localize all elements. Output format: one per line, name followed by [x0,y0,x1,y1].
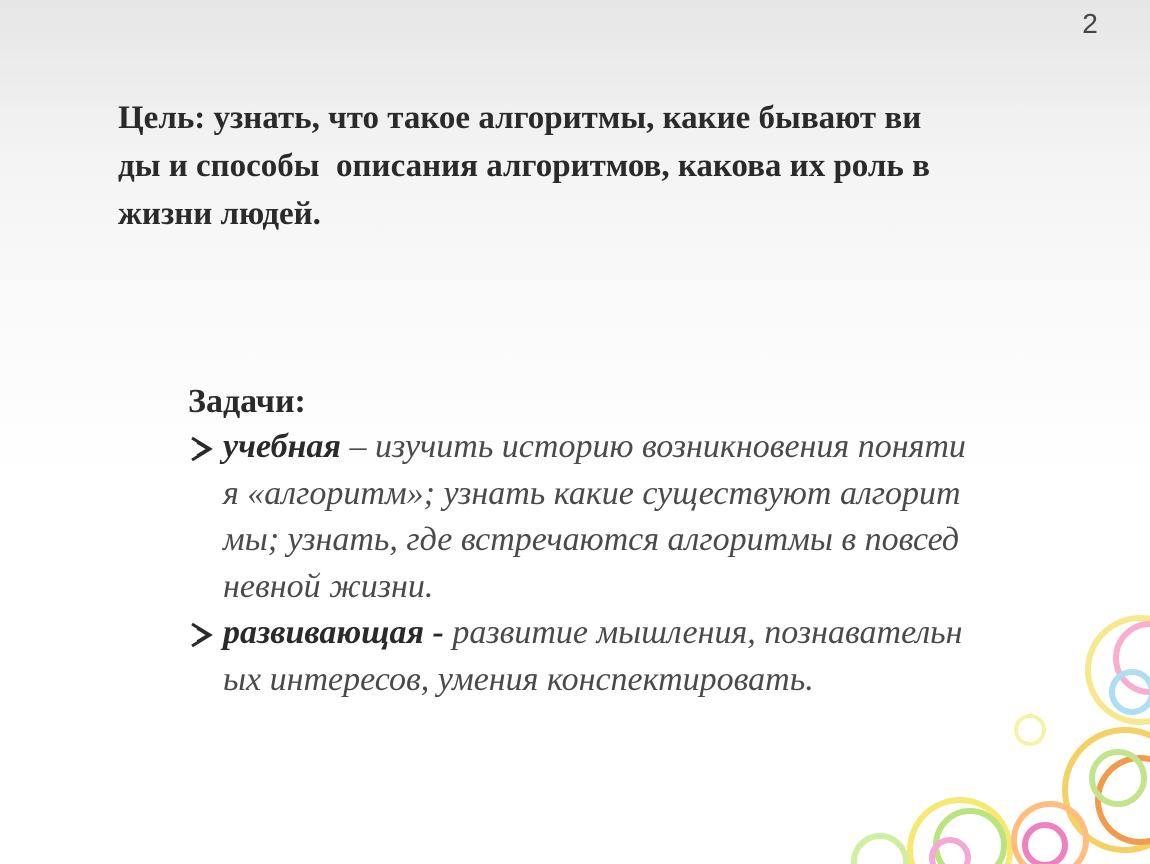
arrow-bullet-icon [188,435,216,463]
task-name: развивающая - [223,614,444,651]
colorful-rings-icon [800,600,1150,864]
goal-line: жизни людей. [118,196,321,232]
tasks-heading: Задачи: [188,383,306,420]
task-text: развитие мышления, познавательн [443,614,963,651]
arrow-bullet-icon [188,621,216,649]
slide-number: 2 [1082,8,1098,39]
task-text: – изучить историю возникновения поняти [340,428,966,465]
task-text-continued: ых интересов, умения конспектировать. [223,660,814,698]
goal-line: Цель: узнать, что такое алгоритмы, какие бывают ви [118,100,922,136]
goal-line: ды и способы описания алгоритмов, какова их роль в [118,148,930,184]
task-text-continued: я «алгоритм»; узнать какие существуют алгорит мы; узнать, где встречаются алгоритмы в повсед невной жизни. [223,474,961,605]
goal-text [118,94,1078,238]
task-name: учебная [223,428,341,465]
task-item-educational [188,424,1068,610]
